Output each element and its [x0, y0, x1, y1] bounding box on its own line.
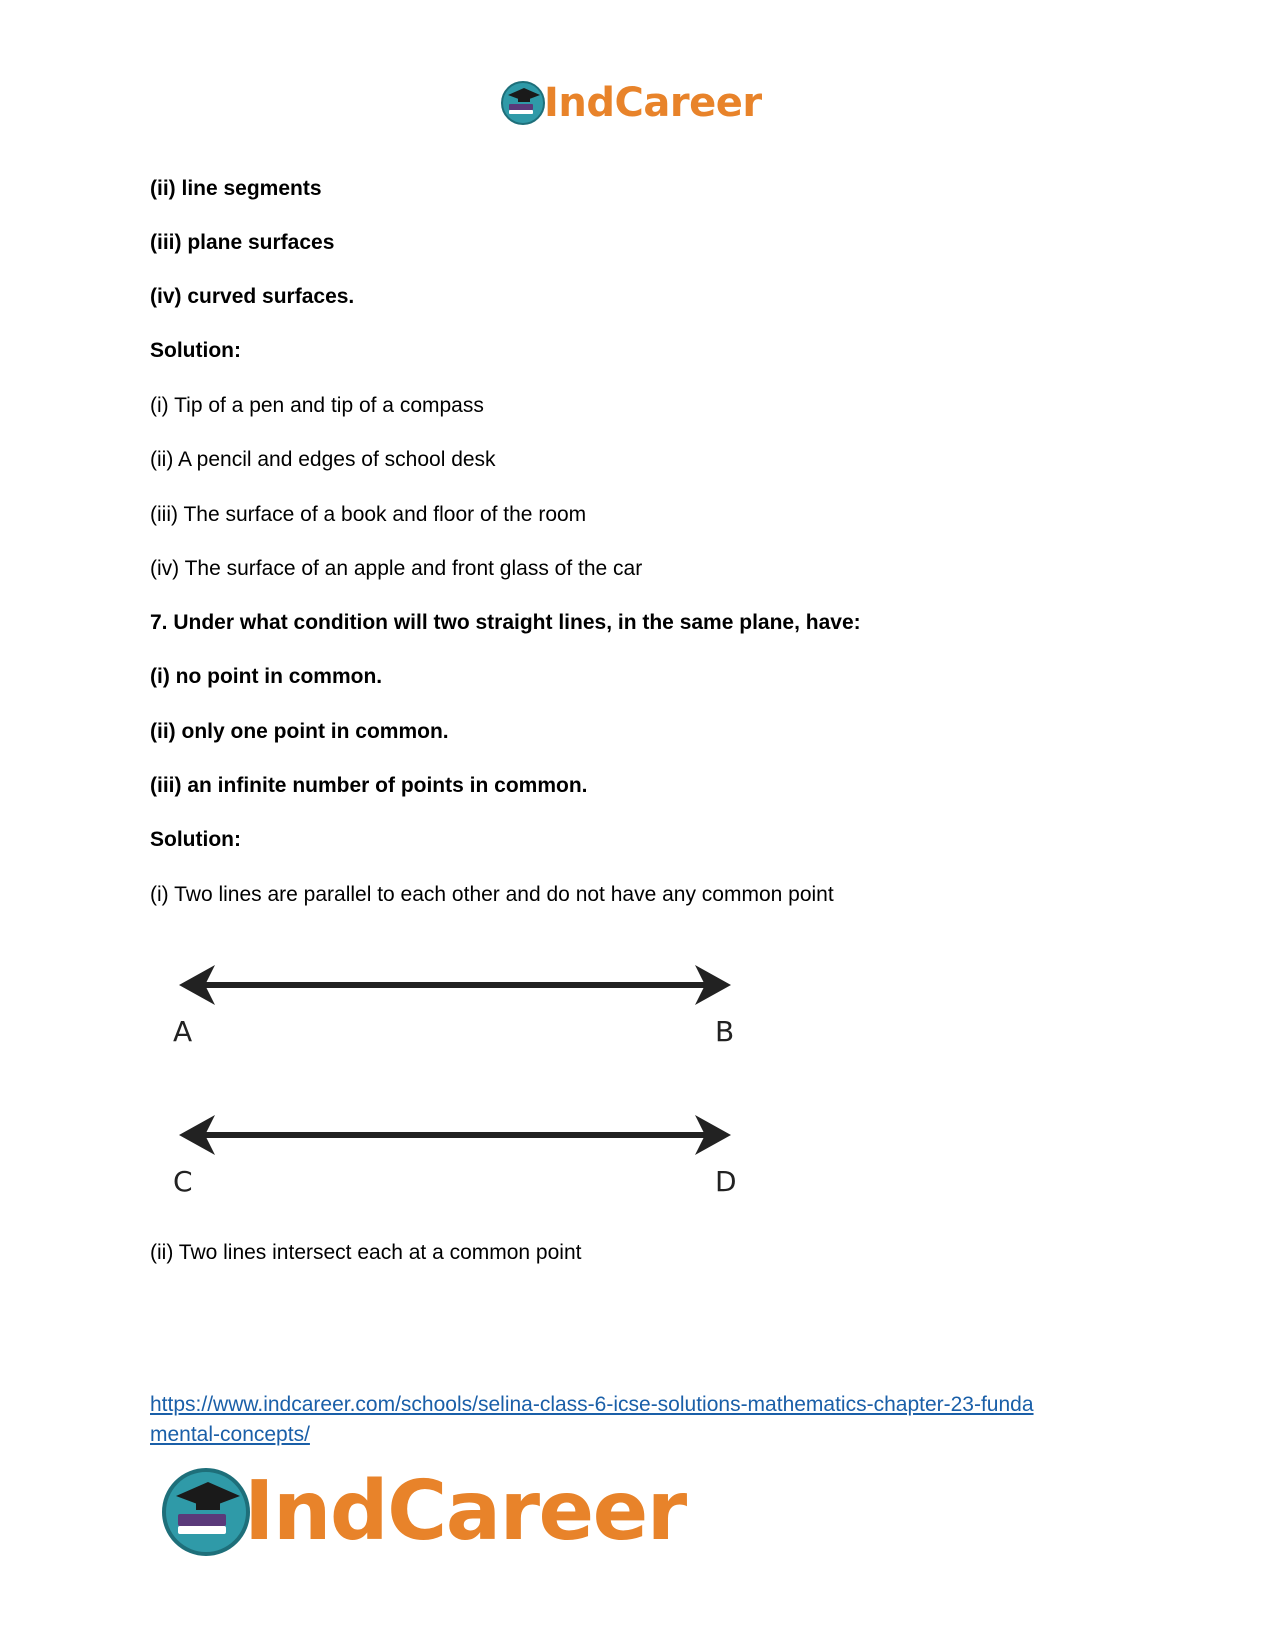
parallel-lines-diagram: [165, 955, 785, 1210]
graduation-book-icon: [160, 1466, 252, 1558]
solution-part-ii: (ii) Two lines intersect each at a common point: [150, 1241, 582, 1264]
text-line: 7. Under what condition will two straight lines, in the same plane, have:: [150, 611, 861, 634]
label-a: A: [173, 1015, 193, 1048]
text-line: Solution:: [150, 828, 241, 851]
text-line: (i) Tip of a pen and tip of a compass: [150, 394, 484, 417]
text-line: (iii) plane surfaces: [150, 231, 335, 254]
text-line: (iv) curved surfaces.: [150, 285, 355, 308]
source-link-line-2: mental-concepts/: [150, 1423, 310, 1446]
header-logo-text: IndCareer: [544, 80, 762, 126]
label-b: B: [715, 1015, 735, 1048]
label-d: D: [715, 1165, 737, 1198]
text-line: (i) no point in common.: [150, 665, 383, 688]
text-line: (ii) only one point in common.: [150, 720, 449, 743]
label-c: C: [173, 1165, 193, 1198]
line-ab: [179, 965, 731, 1005]
text-line: (i) Two lines are parallel to each other and do not have any common point: [150, 883, 834, 906]
text-line: Solution:: [150, 339, 241, 362]
source-link-line-1: https://www.indcareer.com/schools/selina-class-6-icse-solutions-mathematics-chapter-23-funda: [150, 1393, 1034, 1416]
footer-logo-text: IndCareer: [244, 1464, 686, 1559]
text-line: (ii) line segments: [150, 177, 322, 200]
text-line: (ii) A pencil and edges of school desk: [150, 448, 496, 471]
graduation-book-icon: [500, 80, 546, 126]
line-cd: [179, 1115, 731, 1155]
source-link[interactable]: [150, 1390, 1130, 1450]
text-line: (iii) The surface of a book and floor of the room: [150, 503, 587, 526]
footer-logo: [160, 1462, 720, 1562]
text-line: (iv) The surface of an apple and front glass of the car: [150, 557, 643, 580]
text-line: (iii) an infinite number of points in common.: [150, 774, 588, 797]
header-logo: [500, 78, 790, 128]
